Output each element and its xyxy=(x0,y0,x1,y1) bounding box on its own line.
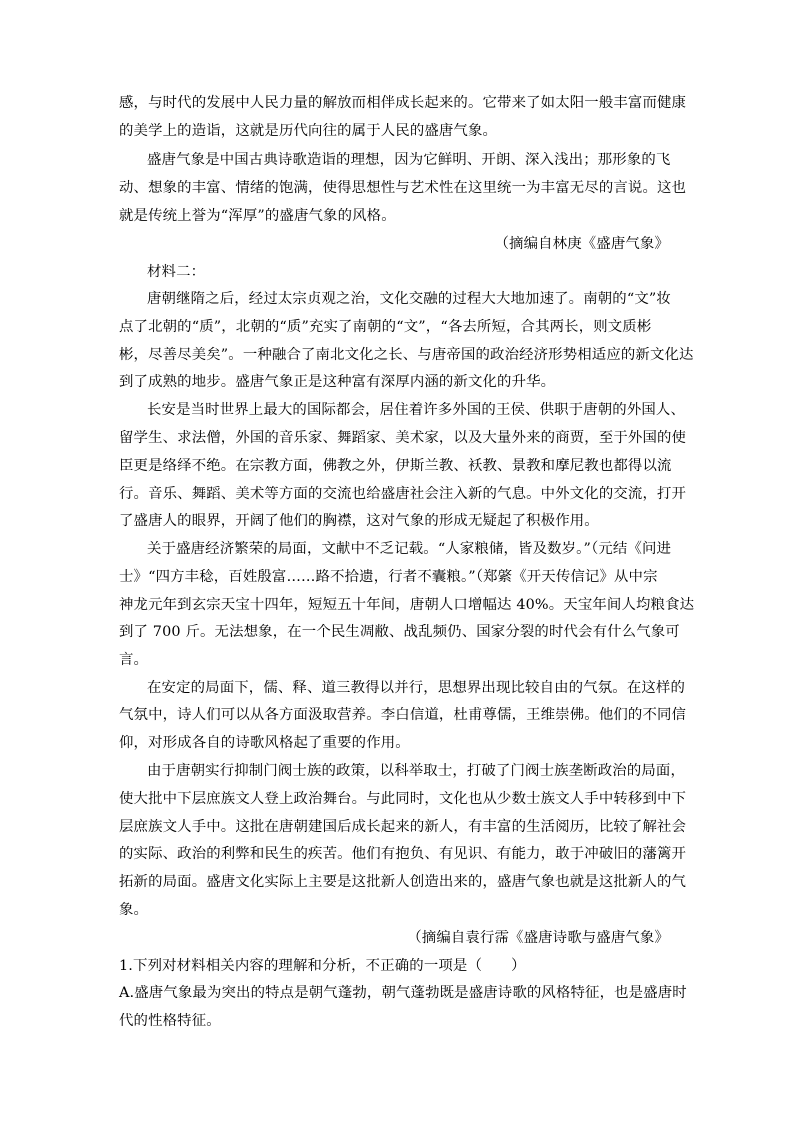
text-line: 就是传统上誉为“浑厚”的盛唐气象的风格。 xyxy=(119,208,396,224)
text-line: 使大批中下层庶族文人登上政治舞台。与此同时，文化也从少数士族文人手中转移到中下 xyxy=(119,791,687,807)
text-line: 行。音乐、舞蹈、美术等方面的交流也给盛唐社会注入新的气息。中外文化的交流，打开 xyxy=(119,486,687,502)
text-line: 臣更是络绎不绝。在宗教方面，佛教之外，伊斯兰教、袄教、景教和摩尼教也都得以流 xyxy=(119,458,672,474)
text-line: 到了成熟的地步。盛唐气象正是这种富有深厚内涵的新文化的升华。 xyxy=(119,374,556,390)
text-line: 动、想象的丰富、情绪的饱满，使得思想性与艺术性在这里统一为丰富无尽的言说。这也 xyxy=(119,180,687,196)
text-line: 感，与时代的发展中人民力量的解放而相伴成长起来的。它带来了如太阳一般丰富而健康 xyxy=(119,95,687,111)
text-line: 的实际、政治的利弊和民生的疾苦。他们有抱负、有见识、有能力，敢于冲破旧的藩篱开 xyxy=(119,846,687,862)
text-line: 点了北朝的“质”，北朝的“质”充实了南朝的“文”，“各去所短，合其两长，则文质彬 xyxy=(119,319,652,335)
text-line: 留学生、求法僧，外国的音乐家、舞蹈家、美术家，以及大量外来的商贾，至于外国的使 xyxy=(119,430,687,446)
text-line: 唐朝继隋之后，经过太宗贞观之治，文化交融的过程大大地加速了。南朝的“文”妆 xyxy=(147,291,671,307)
question-stem: 1.下列对材料相关内容的理解和分析，不正确的一项是（ ） xyxy=(119,958,526,974)
text-line: 到了 700 斤。无法想象，在一个民生凋敝、战乱频仍、国家分裂的时代会有什么气象可 xyxy=(119,624,680,640)
text-line: 气氛中，诗人们可以从各方面汲取营养。李白信道，杜甫尊儒，王维崇佛。他们的不同信 xyxy=(119,707,687,723)
option-a-continued: 代的性格特征。 xyxy=(119,1013,221,1029)
section-heading: 材料二： xyxy=(147,264,206,280)
text-line: 的美学上的造诣，这就是历代向往的属于人民的盛唐气象。 xyxy=(119,123,498,139)
text-line: 在安定的局面下，儒、释、道三教得以并行，思想界出现比较自由的气氛。在这样的 xyxy=(147,680,686,696)
source-citation: （摘编自林庚《盛唐气象》 xyxy=(494,236,669,252)
text-line: 彬，尽善尽美矣”。一种融合了南北文化之长、与唐帝国的政治经济形势相适应的新文化达 xyxy=(119,347,694,363)
text-line: 仰，对形成各自的诗歌风格起了重要的作用。 xyxy=(119,735,410,751)
text-line: 由于唐朝实行抑制门阀士族的政策，以科举取士，打破了门阀士族垄断政治的局面， xyxy=(147,763,686,779)
text-line: 神龙元年到玄宗天宝十四年，短短五十年间，唐朝人口增幅达 40%。天宝年间人均粮食达 xyxy=(119,597,695,613)
option-a: A.盛唐气象最为突出的特点是朝气蓬勃，朝气蓬勃既是盛唐诗歌的风格特征，也是盛唐时 xyxy=(119,985,687,1001)
text-line: 象。 xyxy=(119,902,149,918)
source-citation: （摘编自袁行霈《盛唐诗歌与盛唐气象》 xyxy=(407,930,669,946)
text-line: 关于盛唐经济繁荣的局面，文献中不乏记载。“人家粮储，皆及数岁。”（元结《问进 xyxy=(147,541,672,557)
text-line: 了盛唐人的眼界，开阔了他们的胸襟，这对气象的形成无疑起了积极作用。 xyxy=(119,513,599,529)
text-line: 士》“四方丰稔，百姓殷富……路不拾遗，行者不囊粮。”（郑綮《开天传信记》从中宗 xyxy=(119,569,658,585)
text-line: 层庶族文人手中。这批在唐朝建国后成长起来的新人，有丰富的生活阅历，比较了解社会 xyxy=(119,819,687,835)
text-line: 长安是当时世界上最大的国际都会，居住着许多外国的王侯、供职于唐朝的外国人、 xyxy=(147,402,686,418)
text-line: 言。 xyxy=(119,652,149,668)
text-line: 拓新的局面。盛唐文化实际上主要是这批新人创造出来的，盛唐气象也就是这批新人的气 xyxy=(119,874,687,890)
text-line: 盛唐气象是中国古典诗歌造诣的理想，因为它鲜明、开朗、深入浅出；那形象的飞 xyxy=(147,152,671,168)
